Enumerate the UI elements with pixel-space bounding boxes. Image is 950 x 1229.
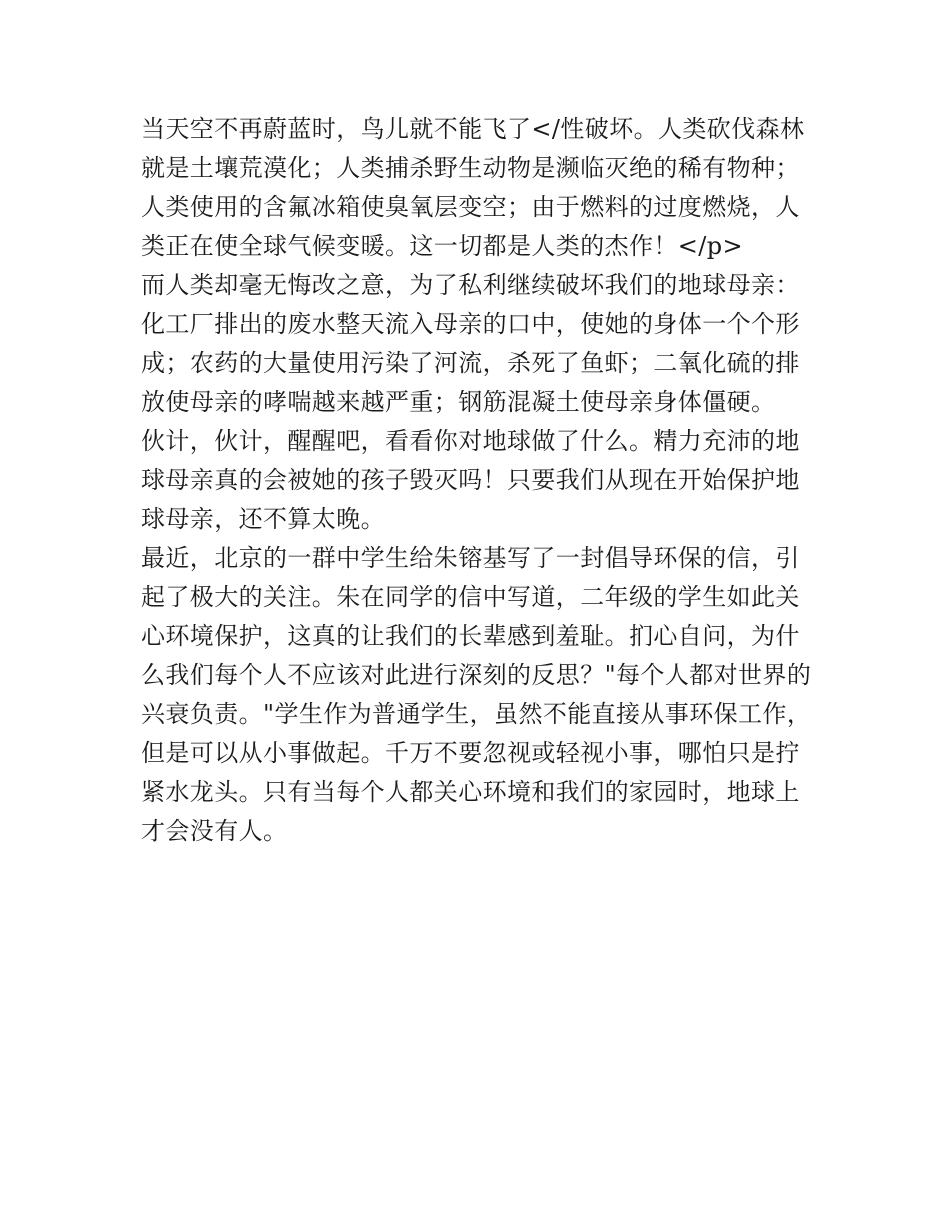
paragraph-4: 最近，北京的一群中学生给朱镕基写了一封倡导环保的信，引起了极大的关注。朱在同学的信中写道，二年级的学生如此关心环境保护，这真的让我们的长辈感到羞耻。扪心自问，为什么我们每个人不应该对此进行深刻的反思？"每个人都对世界的兴衰负责。"学生作为普通学生，虽然不能直接从事环保工作，但是可以从小事做起。千万不要忽视或轻视小事，哪怕只是拧紧水龙头。只有当每个人都关心环境和我们的家园时，地球上才会没有人。 [141,544,812,845]
paragraph-3: 伙计，伙计，醒醒吧，看看你对地球做了什么。精力充沛的地球母亲真的会被她的孩子毁灭吗！只要我们从现在开始保护地球母亲，还不算太晚。 [141,427,800,533]
paragraph-2: 而人类却毫无悔改之意，为了私利继续破坏我们的地球母亲：化工厂排出的废水整天流入母亲的口中，使她的身体一个个形成；农药的大量使用污染了河流，杀死了鱼虾；二氧化硫的排放使母亲的哮喘越来越严重；钢筋混凝土使母亲身体僵硬。 [141,271,800,416]
document-body [141,110,813,851]
paragraph-1: 当天空不再蔚蓝时，鸟儿就不能飞了</性破坏。人类砍伐森林就是土壤荒漠化；人类捕杀野生动物是濒临灭绝的稀有物种；人类使用的含氟冰箱使臭氧层变空；由于燃料的过度燃烧，人类正在使全球气候变暖。这一切都是人类的杰作！</p> [141,115,805,260]
